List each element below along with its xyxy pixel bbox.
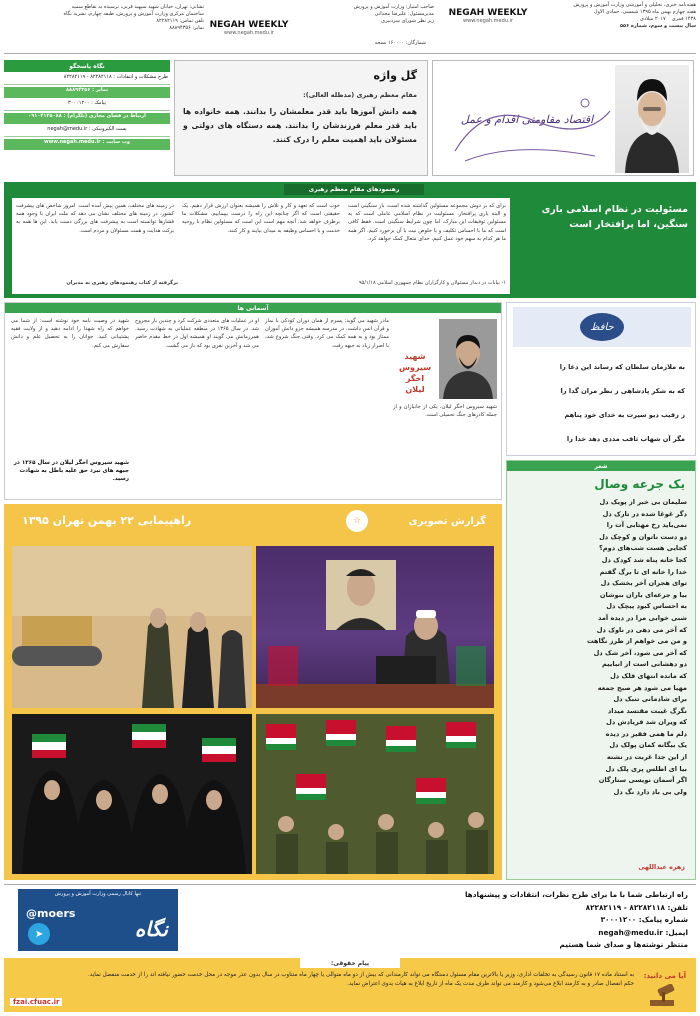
- logo-url: www.negah.medu.ir: [463, 18, 513, 24]
- circulation: شمارگان: ۱۶۰۰۰۰ نسخه: [374, 40, 426, 46]
- report-photo-speech: [256, 546, 494, 708]
- hafez-box: [506, 302, 696, 456]
- masthead-left: [4, 4, 204, 32]
- report-badge: ☆: [346, 510, 368, 532]
- mh-left-line: نمابر: ۸۸۸۹۴۳۵۶: [169, 25, 204, 31]
- footer-line: راه ارتباطی شما با ما برای طرح نظرات، انتقادات و پیشنهادها: [464, 890, 688, 899]
- asemani-col: شهید در وصیت نامه خود نوشته است: از شما می خواهم که راه شهدا را ادامه دهید و از ولایت فقیه پشتیبانی کنید. جوانان را به تحصیل علم و دانش سفارش می کنم.: [11, 318, 129, 349]
- contact-row: وب سایت : www.negah.medu.ir: [4, 139, 170, 150]
- poem-line: اگر آسمان نویسی ستارگان: [598, 776, 687, 785]
- poem-line: مهیا می شود هر صبح جمعه: [597, 683, 687, 692]
- poem-line: توای هجران آخر بخشک دل: [600, 579, 687, 588]
- calligraphy: اقتصاد مقاومتی اقدام و عمل: [460, 113, 594, 126]
- poem-label: شعر: [507, 461, 695, 471]
- poem-line: که آخر می دهی در ناوک دل: [596, 625, 687, 634]
- mh-right-line: هفته چهارم بهمن ماه ۱۳۹۵ شمسی، جمادی الاول: [593, 9, 696, 15]
- mh-right-line: سال بیست و سوم، شماره ۵۵۶: [620, 23, 696, 29]
- section1-label: رهنمودهای مقام معظم رهبری: [284, 184, 424, 195]
- footer-line: تلفن: ۸۲۲۸۲۱۱۸ - ۸۲۲۸۲۱۱۹: [585, 902, 688, 912]
- masthead: [4, 2, 696, 54]
- poem-line: سلیمان بی خبر از پویک دل: [599, 498, 687, 506]
- notice-question: آیا می دانید:: [643, 972, 686, 980]
- martyr-photo: [439, 319, 497, 399]
- hafez-line: به ملازمان سلطان که رساند این دعا را: [559, 363, 685, 371]
- hafez-title: حافظ: [580, 313, 624, 341]
- poem-line: بیا و جرعه‌ای باران بنوشان: [599, 590, 687, 599]
- poem-line: شبی خوابی مرا در دیده آمد: [598, 613, 687, 622]
- asemani-section: [4, 302, 502, 500]
- poem-line: برای شادمانی تنبک دل: [613, 695, 687, 704]
- poem-line: دگر غوغا شده در تارک دل: [602, 509, 687, 518]
- poem-line: کجایی هست شب‌های دوم؟: [598, 544, 687, 553]
- report-section: [4, 504, 502, 880]
- poem-line: و من می خواهم از طرز نگاهت: [586, 637, 687, 646]
- report-photo-missile: [12, 546, 252, 708]
- contact-row: طرح مشکلات و انتقادات : ۸۲۲۸۲۱۱۸ - ۸۲۲۸۲۱۱۹: [4, 74, 170, 85]
- mh-center-line: زیر نظر شورای سردبیری: [381, 18, 434, 24]
- golvazheh-subtitle: مقام معظم رهبری (مدظله العالی):: [303, 91, 417, 99]
- footer-line: ایمیل: negah@medu.ir: [598, 927, 688, 937]
- speech-illustration: [256, 546, 494, 708]
- poem-line: که آخر می شود، آخر شک دل: [593, 648, 687, 657]
- poem-lines: [513, 497, 687, 798]
- poem-line: که مانده انتهای فلک دل: [610, 671, 687, 680]
- poem-line: خدا را خانه ای تا برگ گفتم: [599, 567, 687, 576]
- portrait-illustration: [615, 65, 689, 173]
- mh-right-line: ۲۰۱۷ میلادی: [640, 16, 666, 22]
- asemani-bold-line: شهید سیروس اخگر لیلان در سال ۱۳۶۵ در جبهه های نبرد حق علیه باطل به شهادت رسید.: [13, 460, 129, 482]
- leader-portrait: [615, 65, 689, 173]
- missile-illustration: [12, 546, 252, 708]
- mh-left-line: نشانی: تهران، خیابان شهید سپهبد قرنی، نرسیده به تقاطع سمیه: [71, 4, 204, 10]
- mh-right-line: ۱۴۳۸ قمری: [671, 16, 696, 22]
- report-title: راهپیمایی ۲۲ بهمن تهران ۱۳۹۵: [22, 514, 192, 527]
- golvazheh-title: گل واژه: [373, 69, 417, 82]
- poem-line: دو دهشانی است از انباییم: [602, 660, 687, 669]
- logo-url: www.negah.medu.ir: [224, 30, 274, 36]
- report-photo-troops: [256, 714, 494, 874]
- contact-title: نگاه پاسخگو: [4, 60, 170, 72]
- hafez-line: مگر آن شهاب ثاقب مددی دهد خدا را: [566, 435, 685, 443]
- poem-line: دو دست ناتوان و کوچک دل: [599, 532, 687, 541]
- poem-line: بیا ای اطلس پری پلک دل: [605, 764, 687, 773]
- leader-banner: [432, 60, 694, 176]
- asemani-intro: شهید سیروس اخگر لیلان، یکی از جانبازان و از جمله کادرهای جنگ تحمیلی است.: [393, 404, 497, 419]
- asemani-label: آسمانی ها: [5, 303, 501, 313]
- poem-poet: زهره عبداللهی: [638, 863, 685, 871]
- section1-headline: مسئولیت در نظام اسلامی باری سنگین، اما پرافتخار است: [541, 204, 688, 230]
- hafez-line: که به شکر پادشاهی ز نظر مران گدا را: [560, 387, 685, 395]
- contact-row: ارتباط در فضای مجازی (تلگرام) : ۰۹۱۰۴۱۲۵۰۸۸: [4, 113, 170, 124]
- troops-illustration: [256, 714, 494, 874]
- telegram-id: @moers: [26, 907, 76, 920]
- poem-line: کجا خانه پناه شد کودک دل: [601, 555, 687, 564]
- poem-line: به احساس کبود پیچک دل: [606, 602, 687, 611]
- poem-line: نگرگ غیبت مقتسد میداد: [607, 706, 687, 715]
- notice-text: به استناد ماده ۱۷ قانون رسیدگی به تخلفات اداری، وزیر یا بالاترین مقام مسئول دستگاه می تواند کارمندانی که بیش از دو ماه متوالی یا چهار ماه متناوب در سال بدون عذر موجه در محل خدمت حضور نیافته اند را از خدمت منفصل نماید. حکم انفصال صادر و به کارمند ابلاغ می‌شود و کارمند می تواند ظرف مدت یک ماه از تاریخ ابلاغ به هیات بدوی اعتراض نماید.: [88, 972, 635, 987]
- negah-logo: نگاه: [134, 917, 168, 941]
- poem-line: که ویران شد فریادش دل: [606, 718, 687, 727]
- gavel-icon: [646, 984, 682, 1008]
- telegram-box[interactable]: [18, 889, 178, 951]
- martyr-name: شهید سیروس اخگر لیلان: [398, 352, 432, 394]
- poem-line: ولی بی باد دارد نگ دل: [613, 787, 687, 796]
- section1-col: در زمینه های مختلف، همین پیش آمده است. امروز شاخص های پیشرفت کشور، در زمینه های مختلف نشان می دهد که ملت ایران با وجود همه فشارها توانسته است به پیشرفت های بزرگی دست یابد. این ها همه به برکت هدایت و همت مسئولان و مردم است.: [16, 203, 174, 234]
- poem-line: یک بیگانه کمان پولک دل: [609, 741, 687, 750]
- footer-line: شماره پیامک: ۳۰۰۰۱۲۰۰: [600, 915, 688, 925]
- martyr-portrait: [439, 319, 497, 399]
- women-illustration: [12, 714, 252, 874]
- mh-center-line: مدیرمسئول: علیرضا مجدانی: [374, 11, 434, 17]
- poem-line: دلم ما همی فقیر در دیده: [605, 729, 687, 738]
- section1: [4, 182, 696, 298]
- asemani-col: او در عملیات های متعددی شرکت کرد و چندین بار مجروح شد. در سال ۱۳۶۵ در منطقه عملیاتی به شهادت رسید. همرزمانش می گویند او همیشه اول در خط مقدم حاضر می شد و آخرین نفری بود که باز می گشت.: [135, 318, 259, 349]
- poem-title: یک جرعه وصال: [594, 477, 685, 491]
- calligraphy-ornament: [445, 81, 615, 171]
- mh-left-line: تلفن تماس: ۸۲۲۸۲۱۱۹: [156, 18, 204, 24]
- notice-section: [4, 958, 696, 1012]
- logo-name: NEGAH WEEKLY: [448, 8, 528, 18]
- footer-line: منتظر نوشته‌ها و صدای شما هستیم: [559, 940, 688, 950]
- golvazheh-quote: همه دانش آموزها باید قدر معلمشان را بدانند. همه خانواده ها باید قدر معلم فرزندشان را بدانند. همه دستگاه های دولتی و مسئولان باید اهمیت معلم را درک کنند.: [183, 107, 417, 144]
- golvazheh-box: [174, 60, 428, 176]
- asemani-col: مادر شهید می گوید: پسرم از همان دوران کودکی با نماز و قرآن انس داشت. در مدرسه همیشه جزو دانش آموزان ممتاز بود و به همه کمک می کرد. وقتی جنگ شروع شد، با اصرار زیاد به جبهه رفت.: [265, 318, 389, 349]
- masthead-logo-right: [448, 8, 528, 24]
- report-label: گزارش تصویری: [408, 516, 486, 527]
- telegram-title: تنها کانال رسمی وزارت آموزش و پرورش: [54, 891, 142, 897]
- logo-name: NEGAH WEEKLY: [209, 20, 289, 30]
- masthead-logo-left: [209, 20, 289, 36]
- mh-right-line: هفته‌نامه خبری، تحلیلی و آموزشی وزارت آموزش و پرورش: [573, 2, 696, 8]
- hafez-line: ز رقیب دیو سیرت به خدای خود پناهم: [564, 411, 685, 419]
- section1-source: ۱- بیانات در دیدار مسئولان و کارگزاران نظام جمهوری اسلامی ۹۵/۱/۱۸: [358, 280, 506, 286]
- contact-row: پیامک : ۳۰۰۰۱۲۰۰: [4, 100, 170, 111]
- mh-center-line: صاحب امتیاز: وزارت آموزش و پرورش: [353, 4, 434, 10]
- notice-label: پیام حقوقی:: [300, 958, 400, 968]
- poem-line: از این جدا غربت در نشته: [606, 753, 687, 762]
- masthead-center: [324, 4, 434, 25]
- contact-row: نمابر : ۸۸۸۹۴۳۵۶: [4, 87, 170, 98]
- hafez-header: [513, 307, 691, 347]
- section1-col: برای که بر دوش مجموعه مسئولین گذاشته شده است، بار سنگینی است و البته باری پرافتخار. مسئولیت در نظام اسلامی عاملی است که به مسئولین توفیقات این مبارک، اما چون شرایط سنگینی است. فقط کافی است که ما با احساس تکلیف و با خلوص نیت با آن برخورد کنیم. اگر همه ما هر کدام به سهم خود عمل کنیم، خدای متعال کمک خواهد کرد.: [348, 203, 506, 242]
- poem-box: [506, 460, 696, 880]
- contact-row: پست الکترونیکی : negah@medu.ir: [4, 126, 170, 137]
- notice-website[interactable]: fzai.cfuac.ir: [10, 998, 62, 1006]
- contact-box: [4, 60, 170, 176]
- section1-source: برگرفته از کتاب رهنمودهای رهبری به مدیران: [66, 280, 178, 286]
- footer-section: [4, 884, 696, 954]
- telegram-icon: ➤: [28, 923, 50, 945]
- poem-line: نمی‌باید رخ مهتابی آت را: [606, 521, 687, 530]
- report-photo-women: [12, 714, 252, 874]
- section1-col: خوب است که تعهد و کار و تلاش را همیشه بعنوان ارزش قرار دهیم. یک حقیقتی است که اگر چنانچه این راه را درست بپیماییم، مشکلات ما برطرف خواهد شد. آنچه مهم است این است که مسئولین نظام با روحیه خدمت و با احساس وظیفه به میدان بیایند و کار کنند.: [182, 203, 340, 234]
- mh-left-line: ساختمان مرکزی وزارت آموزش و پرورش، طبقه چهارم، نشریه نگاه: [63, 11, 204, 17]
- masthead-right: [526, 2, 696, 30]
